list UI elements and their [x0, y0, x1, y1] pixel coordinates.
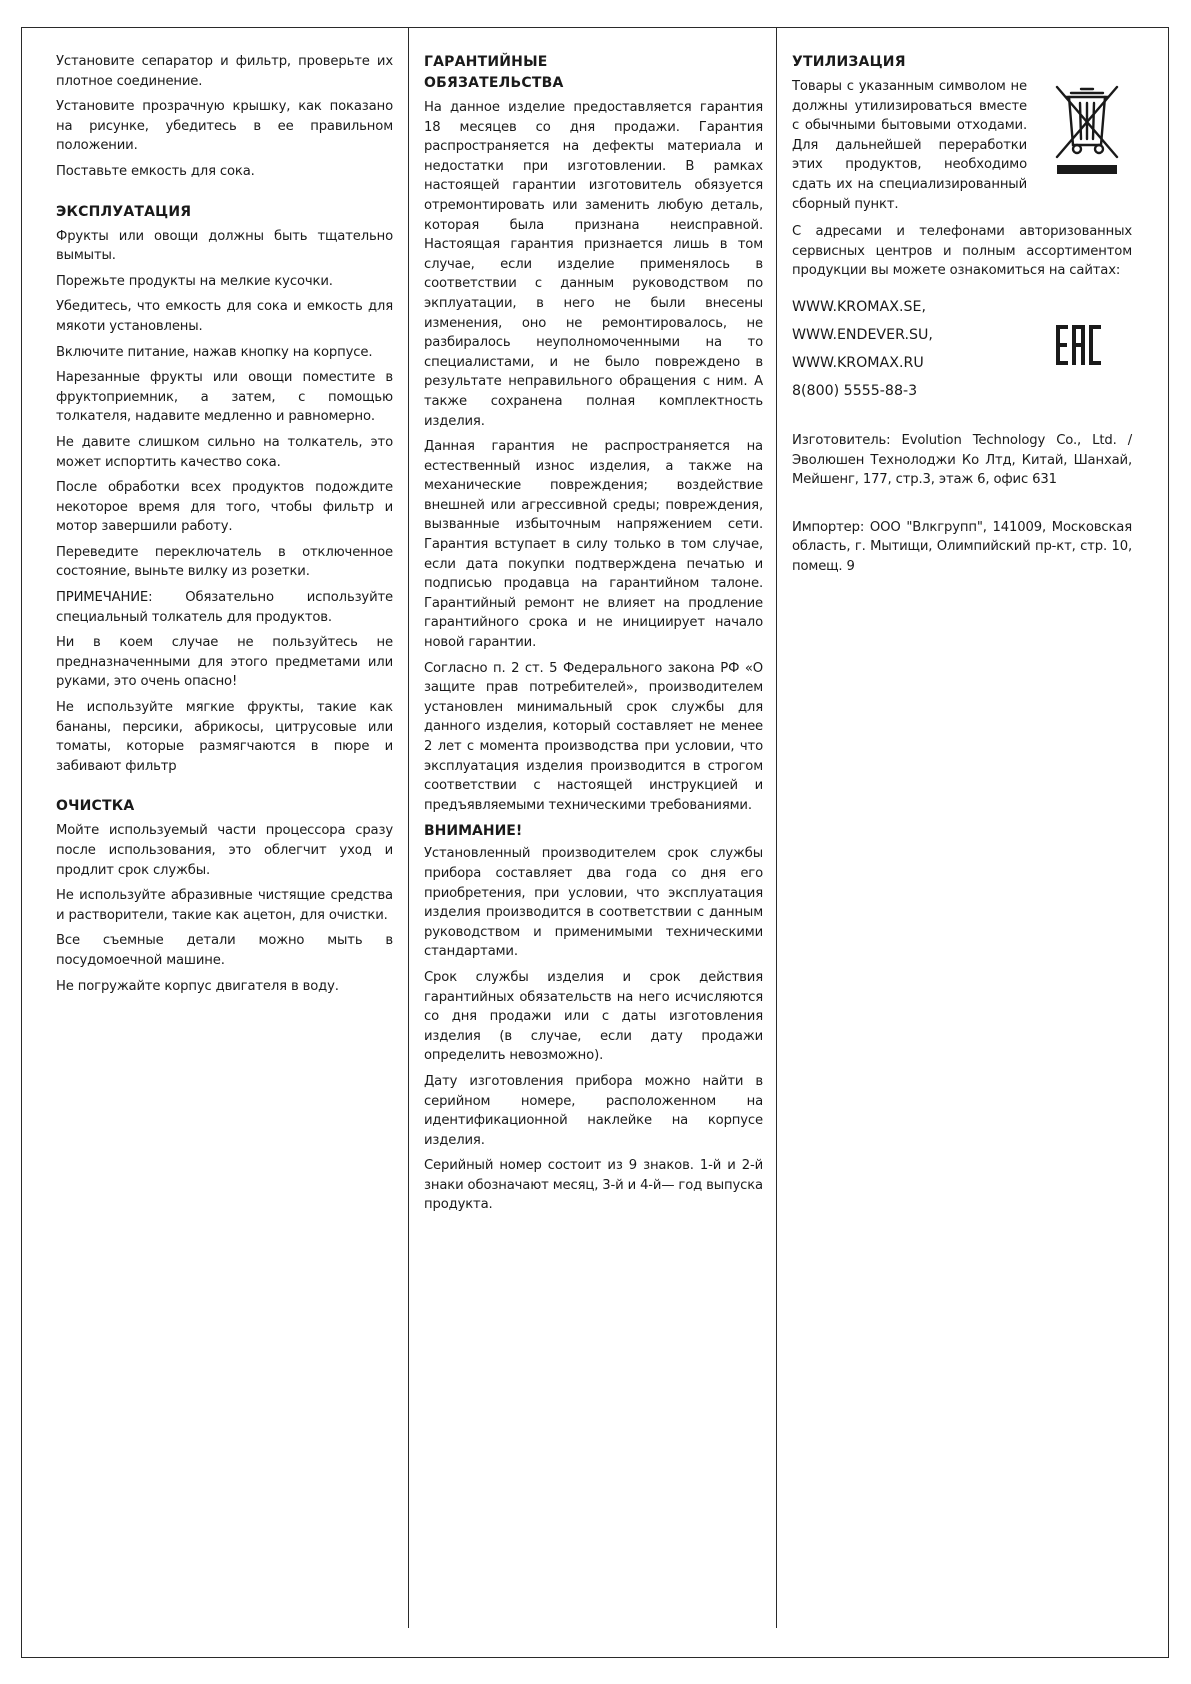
website-link[interactable]: WWW.KROMAX.SE, [792, 298, 926, 315]
cleaning-heading: ОЧИСТКА [56, 798, 135, 815]
operation-paragraph: После обработки всех продуктов подождите некоторое время для того, чтобы фильтр и мотор завершили работу. [56, 480, 393, 535]
website-link[interactable]: WWW.KROMAX.RU [792, 354, 924, 371]
disposal-heading: УТИЛИЗАЦИЯ [792, 54, 906, 70]
phone-number: 8(800) 5555-88-3 [792, 382, 918, 399]
warranty-paragraph: Данная гарантия не распространяется на естественный износ изделия, а также на механические повреждения; воздействие внешней или агрессивной среды; повреждения, вызванные избыточным напряжением сети. Гарантия вступает в силу только в том случае, если дата покупки подтверждена печатью и подписью продавца на гарантийном талоне. Гарантийный ремонт не влияет на продление гарантийного срока и не инициирует начало новой гарантии. [424, 439, 763, 651]
column-2 [424, 52, 763, 1221]
cleaning-paragraph: Все съемные детали можно мыть в посудомоечной машине. [56, 933, 393, 968]
cleaning-paragraph: Мойте используемый части процессора сразу после использования, это облегчит уход и продлит срок службы. [56, 823, 393, 878]
intro-paragraph: Поставьте емкость для сока. [56, 163, 255, 179]
attention-paragraph: Установленный производителем срок службы прибора составляет два года со дня его приобретения, при условии, что эксплуатация изделия производится в соответствии с данным руководством и применимыми техническими стандартами. [424, 846, 763, 960]
website-list [792, 297, 933, 409]
attention-paragraph: Серийный номер состоит из 9 знаков. 1-й и 2-й знаки обозначают месяц, 3-й и 4-й— год выпуска продукта. [424, 1158, 763, 1213]
operation-paragraph: Ни в коем случае не пользуйтесь не предназначенными для этого предметами или руками, это очень опасно! [56, 635, 393, 690]
importer-info: Импортер: ООО "Влкгрупп", 141009, Московская область, г. Мытищи, Олимпийский пр-кт, стр. 10, помещ. 9 [792, 519, 1132, 574]
column-3 [792, 52, 1132, 583]
operation-paragraph: Нарезанные фрукты или овощи поместите в фруктоприемник, а затем, с помощью толкателя, надавите медленно и равномерно. [56, 370, 393, 425]
operation-paragraph: Включите питание, нажав кнопку на корпусе. [56, 344, 373, 360]
operation-paragraph: Фрукты или овощи должны быть тщательно вымыты. [56, 228, 393, 264]
operation-paragraph: Не используйте мягкие фрукты, такие как бананы, персики, абрикосы, цитрусовые или томаты, которые размягчаются в пюре и забивают фильтр [56, 700, 393, 774]
attention-heading: ВНИМАНИЕ! [424, 823, 523, 840]
intro-paragraph: Установите прозрачную крышку, как показано на рисунке, убедитесь в ее правильном положении. [56, 99, 393, 154]
column-1 [56, 52, 393, 1002]
intro-paragraph: Установите сепаратор и фильтр, проверьте их плотное соединение. [56, 54, 393, 89]
eac-mark-icon [1056, 325, 1112, 369]
column-divider-1 [408, 28, 409, 1628]
warranty-paragraph: Согласно п. 2 ст. 5 Федерального закона РФ «О защите прав потребителей», производителем установлен минимальный срок службы для данного изделия, который составляет не менее 2 лет с момента производства при условии, что эксплуатация изделия производится в строгом соответствии с настоящей инструкцией и предъявляемыми техническими требованиями. [424, 660, 763, 813]
note-paragraph [56, 588, 393, 627]
operation-paragraph: Переведите переключатель в отключенное состояние, выньте вилку из розетки. [56, 544, 393, 580]
attention-paragraph: Дату изготовления прибора можно найти в серийном номере, расположенном на идентификационной наклейке на корпусе изделия. [424, 1073, 763, 1148]
disposal-paragraph: Товары с указанным символом не должны утилизироваться вместе с обычными бытовыми отходами. Для дальнейшей переработки этих продуктов, необходимо сдать их на специализированный сборный пункт. [792, 79, 1027, 212]
manufacturer-info: Изготовитель: Evolution Technology Co., Ltd. / Эволюшен Технолоджи Ко Лтд, Китай, Шанхай, Мейшенг, 177, стр.3, этаж 6, офис 631 [792, 432, 1132, 488]
crossed-out-wheelie-bin-icon [1042, 77, 1132, 214]
note-text: : Обязательно используйте специальный толкатель для продуктов. [56, 590, 393, 625]
column-divider-2 [776, 28, 777, 1628]
operation-paragraph: Убедитесь, что емкость для сока и емкость для мякоти установлены. [56, 299, 393, 334]
website-link[interactable]: WWW.ENDEVER.SU, [792, 326, 933, 343]
disposal-block [792, 77, 1132, 214]
attention-paragraph: Срок службы изделия и срок действия гарантийных обязательств на него исчисляются со дня продажи или с даты изготовления изделия (в случае, если дату продажи определить невозможно). [424, 969, 763, 1064]
operation-heading: ЭКСПЛУАТАЦИЯ [56, 203, 192, 220]
note-label: ПРИМЕЧАНИЕ [56, 590, 149, 606]
operation-paragraph: Не давите слишком сильно на толкатель, это может испортить качество сока. [56, 434, 393, 470]
service-paragraph: С адресами и телефонами авторизованных сервисных центров и полным ассортиментом продукции вы можете ознакомиться на сайтах: [792, 224, 1132, 279]
warranty-heading: ГАРАНТИЙНЫЕ ОБЯЗАТЕЛЬСТВА [424, 54, 564, 91]
operation-paragraph: Порежьте продукты на мелкие кусочки. [56, 273, 333, 289]
warranty-paragraph: На данное изделие предоставляется гарантия 18 месяцев со дня продажи. Гарантия распространяется на дефекты материала и недостатки при изготовлении. В рамках настоящей гарантии изготовитель обязуется отремонтировать или заменить любую деталь, которая была признана неисправной. Настоящая гарантия признается лишь в том случае, если изделие применялось в соответствии с данным руководством по экплуатации, в него не были внесены изменения, оно не ремонтировалось, не разбиралось неуполномоченными на то специалистами, и не было повреждено в результате неправильного обращения с ним. А также сохранена полная комплектность изделия. [424, 100, 763, 429]
cleaning-paragraph: Не погружайте корпус двигателя в воду. [56, 978, 339, 994]
cleaning-paragraph: Не используйте абразивные чистящие средства и растворители, такие как ацетон, для очистки. [56, 888, 393, 923]
